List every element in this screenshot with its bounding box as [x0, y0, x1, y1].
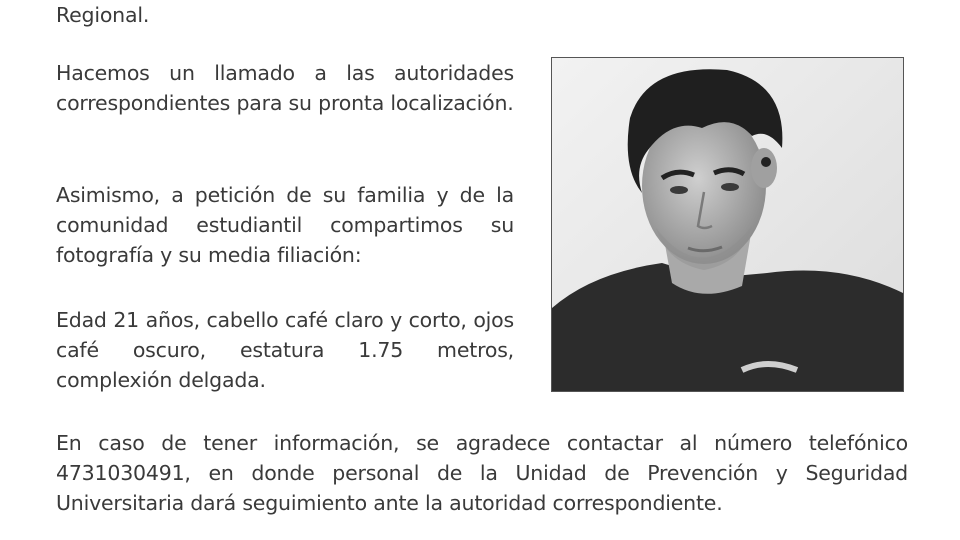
- call-to-authorities-paragraph: Hacemos un llamado a las autoridades correspondientes para su pronta localización.: [56, 61, 514, 115]
- contact-paragraph: En caso de tener información, se agradece contactar al número telefónico 4731030491, en donde personal de la Unidad de Prevención y Seguridad Universitaria dará seguimiento ante la autoridad correspondiente.: [56, 431, 908, 515]
- family-request-paragraph: Asimismo, a petición de su familia y de la comunidad estudiantil compartimos su fotografía y su media filiación:: [56, 183, 514, 267]
- person-photo-illustration: [552, 58, 903, 391]
- top-fragment-text: Regional.: [56, 3, 150, 27]
- person-photo: [551, 57, 904, 392]
- description-paragraph: Edad 21 años, cabello café claro y corto, ojos café oscuro, estatura 1.75 metros, complexión delgada.: [56, 308, 514, 392]
